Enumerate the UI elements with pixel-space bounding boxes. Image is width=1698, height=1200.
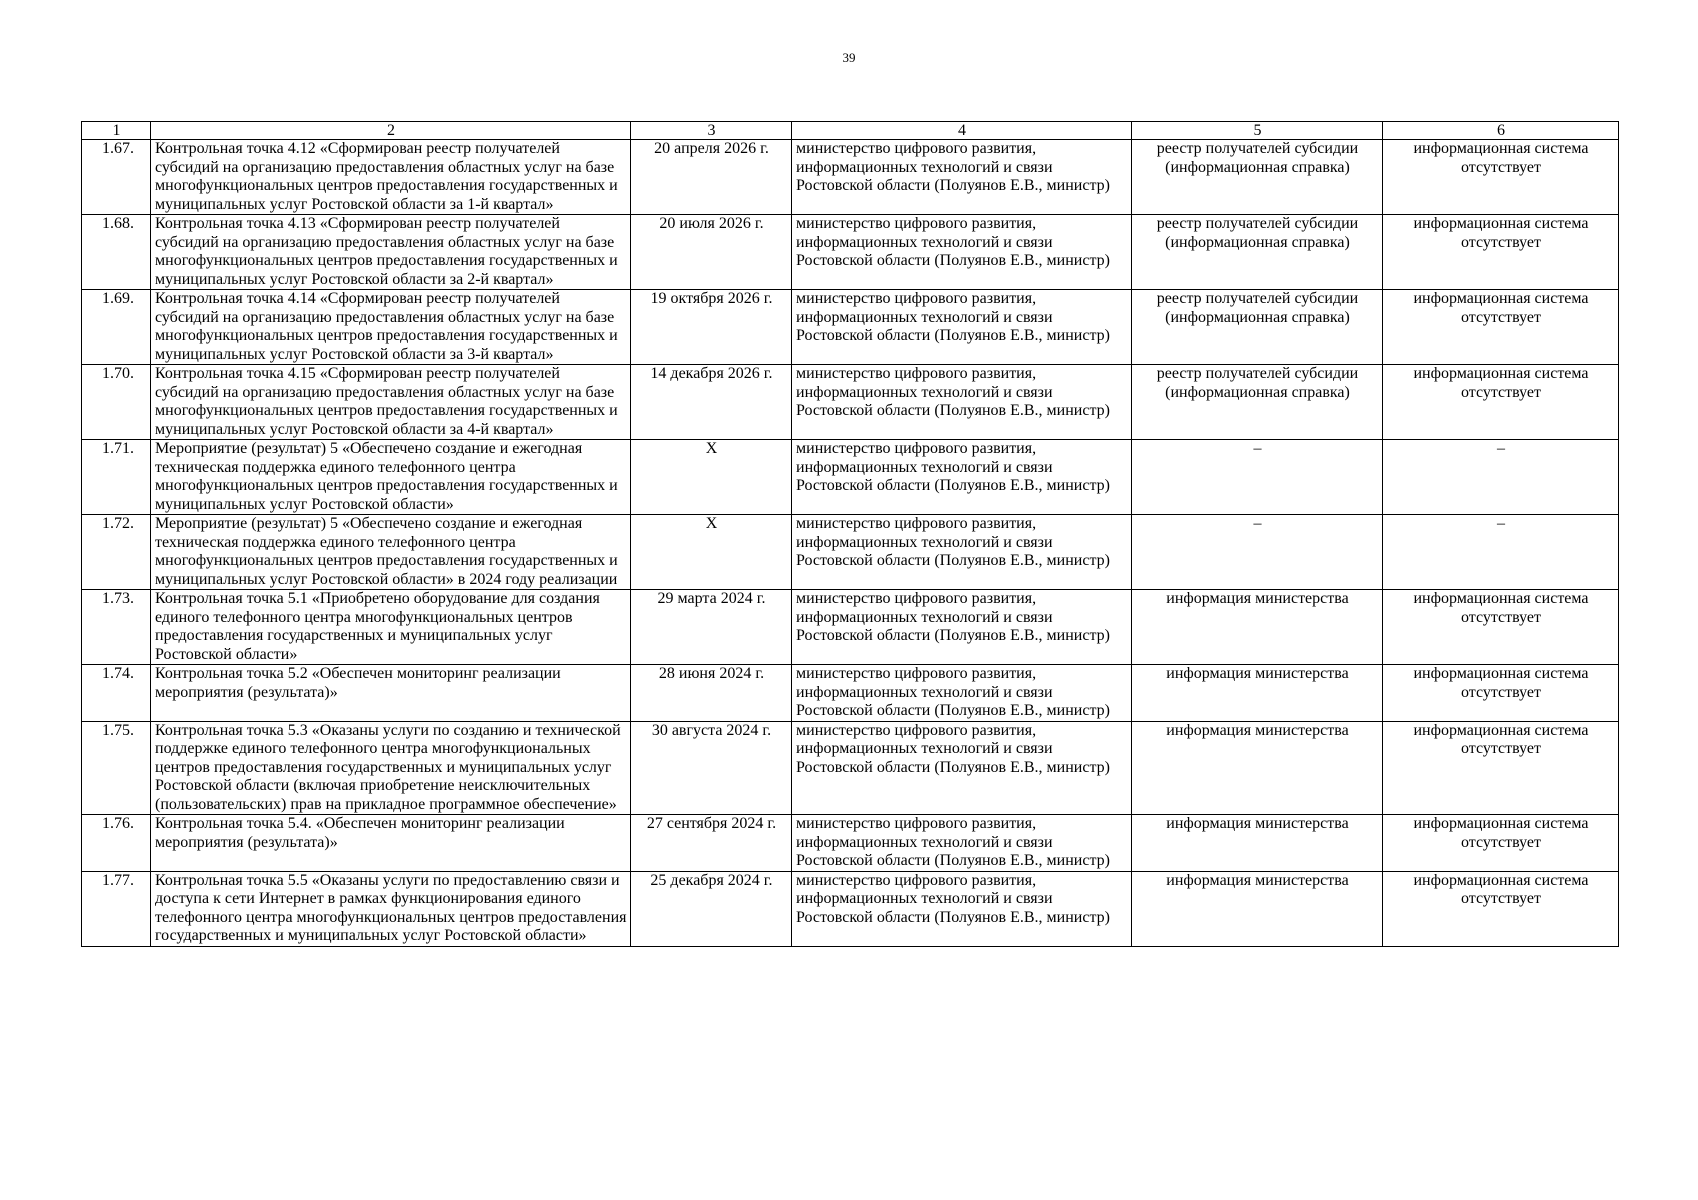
table-row — [82, 665, 1619, 722]
date-cell: X — [631, 515, 792, 590]
document-type-cell: реестр получателей субсидии (информационная справка) — [1132, 140, 1383, 215]
page-number: 39 — [842, 50, 856, 65]
information-system-cell: информационная система отсутствует — [1383, 215, 1619, 290]
information-system-cell: – — [1383, 515, 1619, 590]
information-system-cell: информационная система отсутствует — [1383, 365, 1619, 440]
responsible-cell: министерство цифрового развития, информационных технологий и связи Ростовской области (Полуянов Е.В., министр) — [792, 140, 1132, 215]
information-system-cell: информационная система отсутствует — [1383, 665, 1619, 722]
control-point-name-cell: Контрольная точка 5.1 «Приобретено оборудование для создания единого телефонного центра многофункциональных центров предоставления государственных и муниципальных услуг Ростовской области» — [151, 590, 631, 665]
control-point-name-cell: Контрольная точка 5.3 «Оказаны услуги по созданию и технической поддержке единого телефонного центра многофункциональных центров предоставления государственных и муниципальных услуг Ростовской области (включая приобретение неисключительных (пользовательских) прав на прикладное программное обеспечение» — [151, 721, 631, 815]
control-point-name-cell: Контрольная точка 4.13 «Сформирован реестр получателей субсидий на организацию предоставления областных услуг на базе многофункциональных центров предоставления государственных и муниципальных услуг Ростовской области за 2-й квартал» — [151, 215, 631, 290]
row-number-cell: 1.72. — [82, 515, 151, 590]
table-row — [82, 440, 1619, 515]
header-cell-2: 2 — [151, 122, 631, 140]
date-cell: 30 августа 2024 г. — [631, 721, 792, 815]
document-type-cell: информация министерства — [1132, 590, 1383, 665]
control-point-name-cell: Мероприятие (результат) 5 «Обеспечено создание и ежегодная техническая поддержка единого телефонного центра многофункциональных центров предоставления государственных и муниципальных услуг Ростовской области» — [151, 440, 631, 515]
date-cell: 20 апреля 2026 г. — [631, 140, 792, 215]
row-number-cell: 1.76. — [82, 815, 151, 872]
control-point-name-cell: Контрольная точка 4.15 «Сформирован реестр получателей субсидий на организацию предоставления областных услуг на базе многофункциональных центров предоставления государственных и муниципальных услуг Ростовской области за 4-й квартал» — [151, 365, 631, 440]
responsible-cell: министерство цифрового развития, информационных технологий и связи Ростовской области (Полуянов Е.В., министр) — [792, 515, 1132, 590]
information-system-cell: информационная система отсутствует — [1383, 721, 1619, 815]
table-row — [82, 515, 1619, 590]
row-number-cell: 1.68. — [82, 215, 151, 290]
information-system-cell: – — [1383, 440, 1619, 515]
information-system-cell: информационная система отсутствует — [1383, 815, 1619, 872]
responsible-cell: министерство цифрового развития, информационных технологий и связи Ростовской области (Полуянов Е.В., министр) — [792, 290, 1132, 365]
header-cell-1: 1 — [82, 122, 151, 140]
information-system-cell: информационная система отсутствует — [1383, 140, 1619, 215]
date-cell: 28 июня 2024 г. — [631, 665, 792, 722]
header-cell-5: 5 — [1132, 122, 1383, 140]
document-type-cell: информация министерства — [1132, 815, 1383, 872]
document-type-cell: реестр получателей субсидии (информационная справка) — [1132, 365, 1383, 440]
responsible-cell: министерство цифрового развития, информационных технологий и связи Ростовской области (Полуянов Е.В., министр) — [792, 440, 1132, 515]
responsible-cell: министерство цифрового развития, информационных технологий и связи Ростовской области (Полуянов Е.В., министр) — [792, 365, 1132, 440]
responsible-cell: министерство цифрового развития, информационных технологий и связи Ростовской области (Полуянов Е.В., министр) — [792, 590, 1132, 665]
control-point-name-cell: Контрольная точка 4.14 «Сформирован реестр получателей субсидий на организацию предоставления областных услуг на базе многофункциональных центров предоставления государственных и муниципальных услуг Ростовской области за 3-й квартал» — [151, 290, 631, 365]
control-point-name-cell: Контрольная точка 5.2 «Обеспечен мониторинг реализации мероприятия (результата)» — [151, 665, 631, 722]
table-row — [82, 590, 1619, 665]
document-type-cell: реестр получателей субсидии (информационная справка) — [1132, 290, 1383, 365]
date-cell: 14 декабря 2026 г. — [631, 365, 792, 440]
date-cell: 20 июля 2026 г. — [631, 215, 792, 290]
information-system-cell: информационная система отсутствует — [1383, 290, 1619, 365]
control-point-name-cell: Контрольная точка 4.12 «Сформирован реестр получателей субсидий на организацию предоставления областных услуг на базе многофункциональных центров предоставления государственных и муниципальных услуг Ростовской области за 1-й квартал» — [151, 140, 631, 215]
document-type-cell: реестр получателей субсидии (информационная справка) — [1132, 215, 1383, 290]
document-type-cell: – — [1132, 515, 1383, 590]
information-system-cell: информационная система отсутствует — [1383, 871, 1619, 946]
row-number-cell: 1.74. — [82, 665, 151, 722]
row-number-cell: 1.70. — [82, 365, 151, 440]
responsible-cell: министерство цифрового развития, информационных технологий и связи Ростовской области (Полуянов Е.В., министр) — [792, 815, 1132, 872]
document-type-cell: информация министерства — [1132, 665, 1383, 722]
document-type-cell: информация министерства — [1132, 871, 1383, 946]
date-cell: X — [631, 440, 792, 515]
date-cell: 25 декабря 2024 г. — [631, 871, 792, 946]
control-point-name-cell: Мероприятие (результат) 5 «Обеспечено создание и ежегодная техническая поддержка единого телефонного центра многофункциональных центров предоставления государственных и муниципальных услуг Ростовской области» в 2024 году реализации — [151, 515, 631, 590]
table-row — [82, 721, 1619, 815]
table-body — [82, 122, 1619, 947]
row-number-cell: 1.67. — [82, 140, 151, 215]
header-cell-4: 4 — [792, 122, 1132, 140]
responsible-cell: министерство цифрового развития, информационных технологий и связи Ростовской области (Полуянов Е.В., министр) — [792, 871, 1132, 946]
row-number-cell: 1.69. — [82, 290, 151, 365]
table-row — [82, 365, 1619, 440]
responsible-cell: министерство цифрового развития, информационных технологий и связи Ростовской области (Полуянов Е.В., министр) — [792, 215, 1132, 290]
control-points-table — [81, 121, 1619, 947]
header-cell-6: 6 — [1383, 122, 1619, 140]
document-type-cell: информация министерства — [1132, 721, 1383, 815]
row-number-cell: 1.71. — [82, 440, 151, 515]
row-number-cell: 1.73. — [82, 590, 151, 665]
document-type-cell: – — [1132, 440, 1383, 515]
date-cell: 27 сентября 2024 г. — [631, 815, 792, 872]
responsible-cell: министерство цифрового развития, информационных технологий и связи Ростовской области (Полуянов Е.В., министр) — [792, 721, 1132, 815]
table-row — [82, 871, 1619, 946]
header-row — [82, 122, 1619, 140]
row-number-cell: 1.77. — [82, 871, 151, 946]
responsible-cell: министерство цифрового развития, информационных технологий и связи Ростовской области (Полуянов Е.В., министр) — [792, 665, 1132, 722]
information-system-cell: информационная система отсутствует — [1383, 590, 1619, 665]
row-number-cell: 1.75. — [82, 721, 151, 815]
control-point-name-cell: Контрольная точка 5.5 «Оказаны услуги по предоставлению связи и доступа к сети Интернет в рамках функционирования единого телефонного центра многофункциональных центров предоставления государственных и муниципальных услуг Ростовской области» — [151, 871, 631, 946]
control-point-name-cell: Контрольная точка 5.4. «Обеспечен мониторинг реализации мероприятия (результата)» — [151, 815, 631, 872]
table-row — [82, 215, 1619, 290]
table-row — [82, 290, 1619, 365]
table-row — [82, 815, 1619, 872]
date-cell: 19 октября 2026 г. — [631, 290, 792, 365]
header-cell-3: 3 — [631, 122, 792, 140]
table-row — [82, 140, 1619, 215]
date-cell: 29 марта 2024 г. — [631, 590, 792, 665]
